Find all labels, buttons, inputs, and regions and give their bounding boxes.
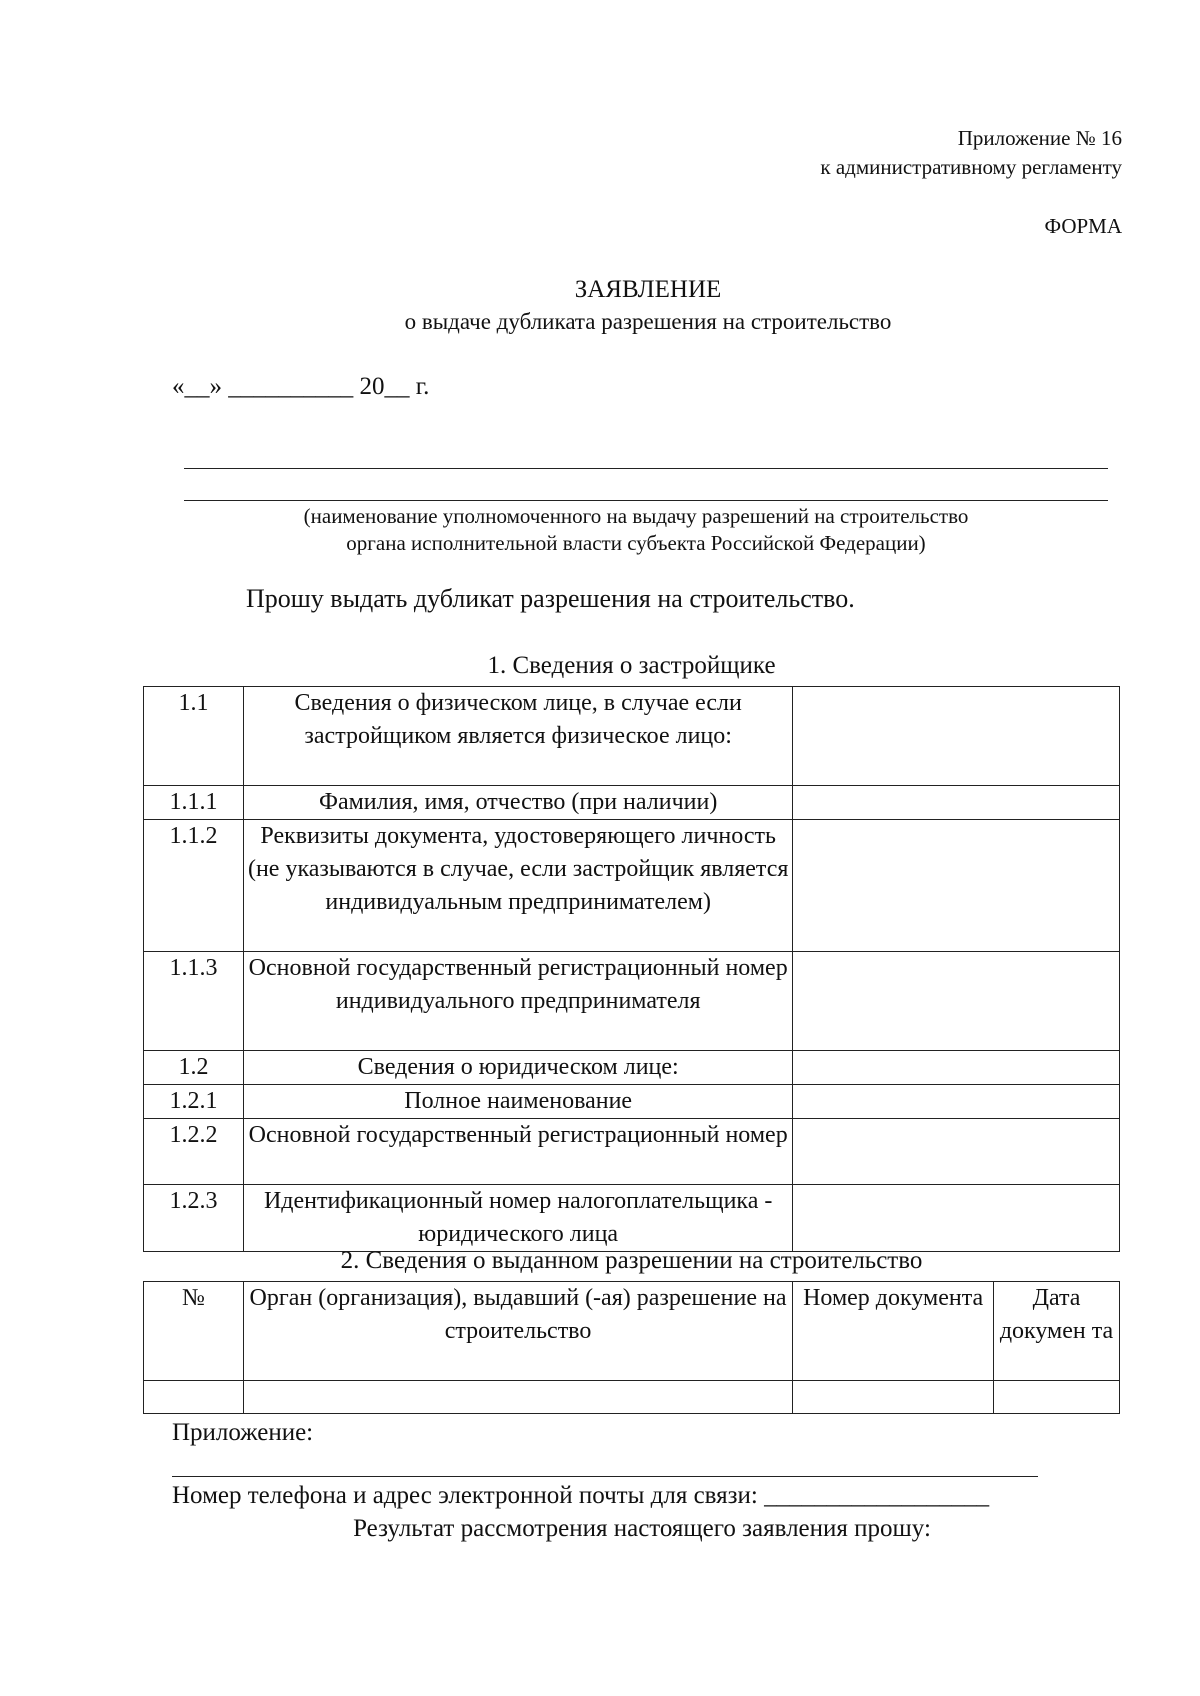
table-row [144,786,1120,820]
table-row [144,1185,1120,1252]
result-request-line: Результат рассмотрения настоящего заявления прошу: [353,1515,931,1542]
column-header-document-number: Номер документа [793,1282,994,1381]
authority-blank-line-2[interactable] [184,500,1108,501]
row-number: 1.1.3 [144,952,244,1051]
authority-caption-line1: (наименование уполномоченного на выдачу разрешений на строительство [303,504,969,528]
authority-caption [170,503,1102,557]
appendix-note [820,124,1122,182]
row-number: 1.2.2 [144,1119,244,1185]
column-header-authority: Орган (организация), выдавший (-ая) разрешение на строительство [243,1282,792,1381]
row-value-cell[interactable] [793,687,1120,786]
section2-title: 2. Сведения о выданном разрешении на строительство [340,1247,923,1274]
request-text: Прошу выдать дубликат разрешения на строительство. [246,584,855,613]
row-label: Идентификационный номер налогоплательщика - юридического лица [243,1185,793,1252]
empty-cell[interactable] [994,1381,1120,1414]
table-row [144,952,1120,1051]
table-row [144,1085,1120,1119]
document-title: ЗАЯВЛЕНИЕ [574,276,722,303]
row-label: Сведения о физическом лице, в случае если застройщиком является физическое лицо: [243,687,793,786]
document-subtitle: о выдаче дубликата разрешения на строительство [404,309,892,334]
row-value-cell[interactable] [793,1085,1120,1119]
row-value-cell[interactable] [793,952,1120,1051]
appendix-reference: к административному регламенту [820,155,1122,179]
date-field[interactable]: «__» __________ 20__ г. [172,373,430,400]
table-header-row [144,1282,1120,1381]
table-row [144,1119,1120,1185]
column-header-number: № [144,1282,244,1381]
row-number: 1.2.1 [144,1085,244,1119]
row-value-cell[interactable] [793,820,1120,952]
row-label: Сведения о юридическом лице: [243,1051,793,1085]
row-value-cell[interactable] [793,786,1120,820]
row-value-cell[interactable] [793,1185,1120,1252]
table-row [144,1051,1120,1085]
attachments-label: Приложение: [172,1419,314,1446]
empty-cell[interactable] [243,1381,792,1414]
row-number: 1.1 [144,687,244,786]
row-number: 1.1.2 [144,820,244,952]
row-label: Фамилия, имя, отчество (при наличии) [243,786,793,820]
row-number: 1.2.3 [144,1185,244,1252]
section1-title: 1. Сведения о застройщике [487,652,776,679]
row-value-cell[interactable] [793,1051,1120,1085]
row-label: Основной государственный регистрационный номер [243,1119,793,1185]
row-label: Основной государственный регистрационный номер индивидуального предпринимателя [243,952,793,1051]
empty-cell[interactable] [793,1381,994,1414]
applicant-table [143,686,1120,1252]
row-value-cell[interactable] [793,1119,1120,1185]
authority-caption-line2: органа исполнительной власти субъекта Российской Федерации) [346,531,926,555]
row-label: Реквизиты документа, удостоверяющего личность (не указываются в случае, если застройщик является индивидуальным предпринимателем) [243,820,793,952]
row-number: 1.1.1 [144,786,244,820]
authority-blank-line-1[interactable] [184,468,1108,469]
permit-table [143,1281,1120,1414]
table-row [144,687,1120,786]
contact-field[interactable]: Номер телефона и адрес электронной почты для связи: __________________ [172,1482,990,1509]
empty-cell[interactable] [144,1381,244,1414]
table-row [144,820,1120,952]
row-number: 1.2 [144,1051,244,1085]
row-label: Полное наименование [243,1085,793,1119]
appendix-number: Приложение № 16 [957,126,1122,150]
form-label: ФОРМА [1044,214,1122,238]
table-row [144,1381,1120,1414]
column-header-document-date: Дата докумен та [994,1282,1120,1381]
attachments-blank-line[interactable] [172,1476,1038,1477]
